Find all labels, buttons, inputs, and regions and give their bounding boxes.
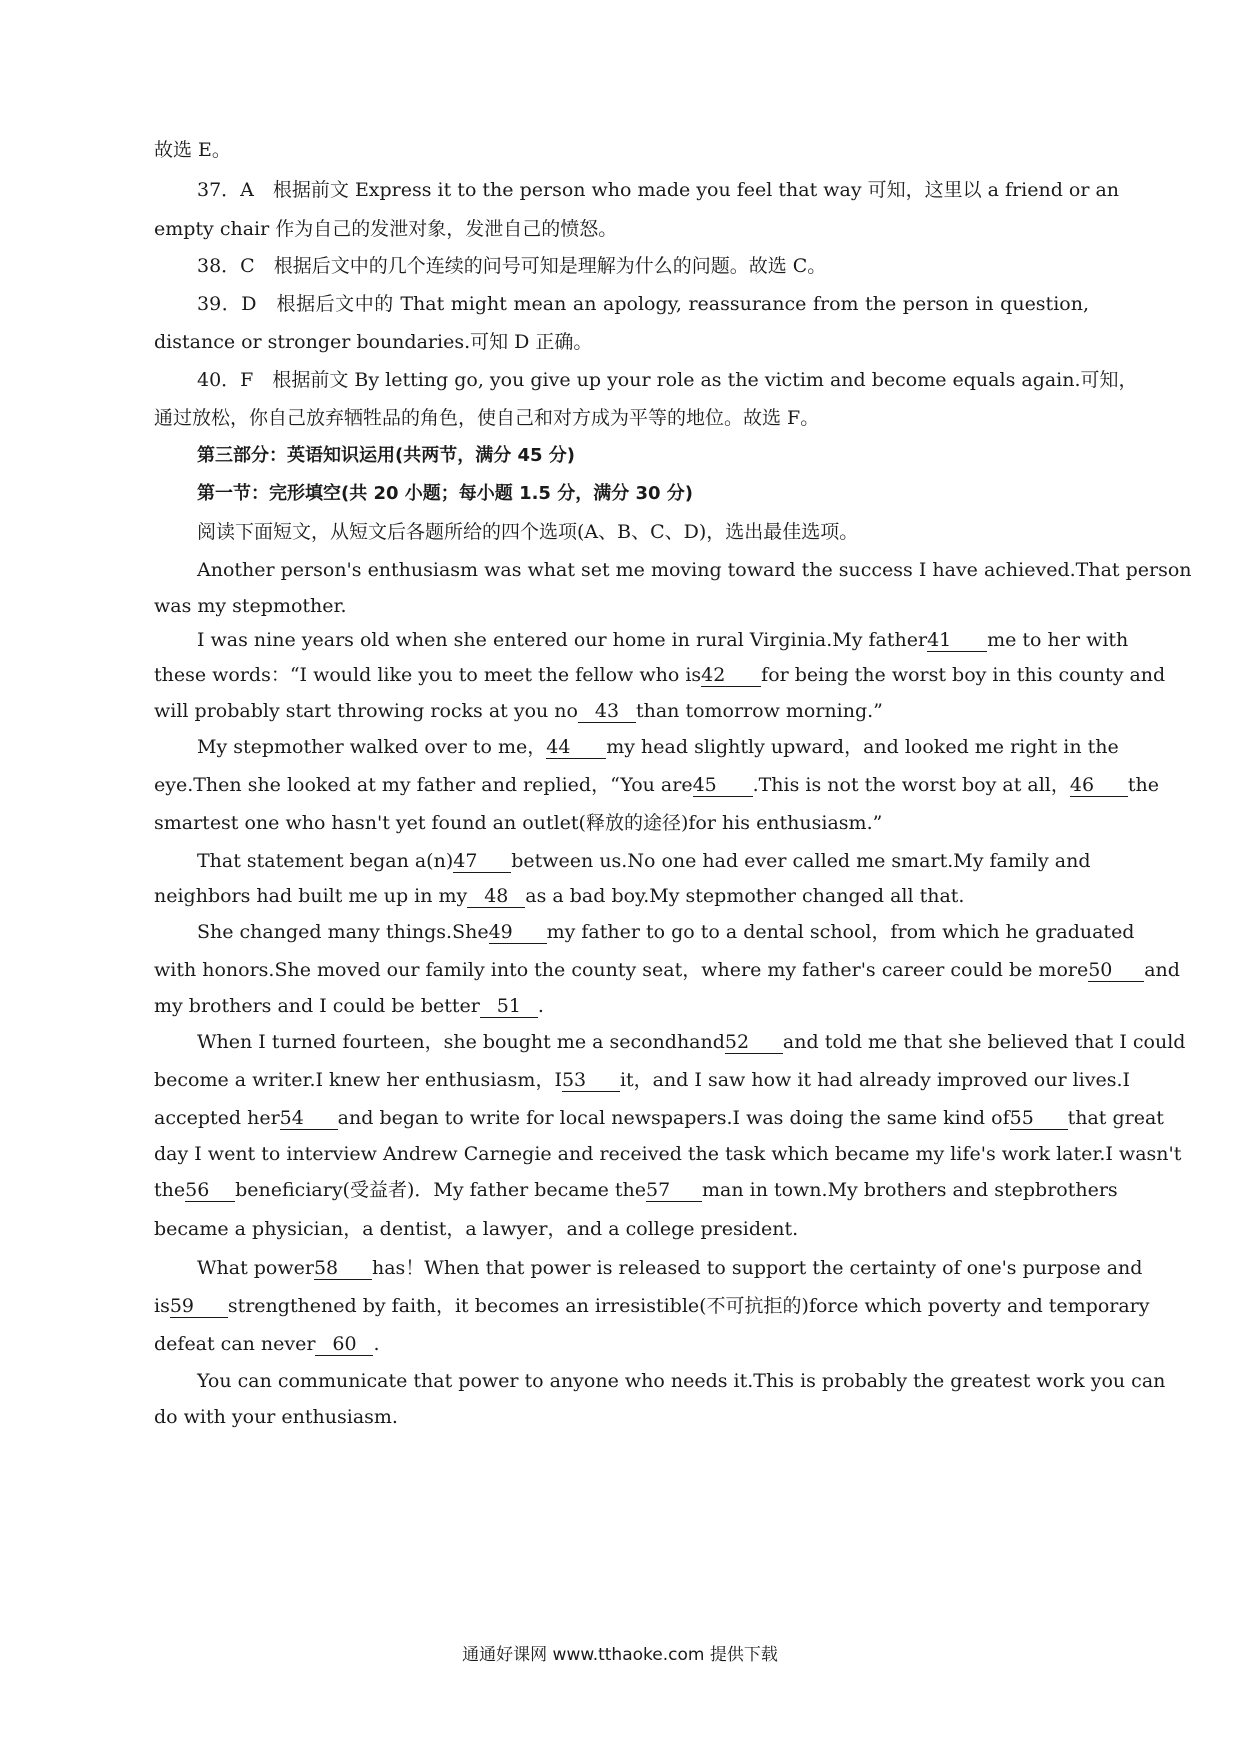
blank-59: 59	[170, 1295, 228, 1318]
answer-36-tail: 故选 E。	[154, 139, 231, 161]
answer-39-line1: 39．D 根据后文中的 That might mean an apology, reassurance from the person in question,	[197, 293, 1089, 315]
answer-40-line2: 通过放松，你自己放弃牺牲品的角色，使自己和对方成为平等的地位。故选 F。	[154, 407, 820, 429]
blank-42: 42	[701, 664, 761, 687]
passage-text: When I turned fourteen，she bought me a secondhand	[197, 1031, 725, 1053]
passage-text: that great	[1067, 1107, 1164, 1129]
passage-line: do with your enthusiasm.	[154, 1406, 398, 1428]
passage-line	[154, 1178, 1118, 1202]
passage-line	[154, 994, 544, 1018]
passage-text: and began to write for local newspapers.I was doing the same kind of	[337, 1107, 1010, 1129]
passage-text: My stepmother walked over to me，	[197, 736, 547, 758]
passage-text: it，and I saw how it had already improved our lives.I	[619, 1069, 1131, 1091]
passage-text: is	[154, 1295, 170, 1317]
blank-45: 45	[693, 774, 753, 797]
passage-line	[197, 920, 1135, 944]
passage-line: smartest one who hasn't yet found an outlet(释放的途径)for his enthusiasm.”	[154, 812, 883, 834]
passage-line	[197, 1030, 1186, 1054]
passage-line	[154, 884, 964, 908]
blank-60: 60	[315, 1333, 373, 1356]
blank-56: 56	[185, 1179, 235, 1202]
passage-text: beneficiary(受益者)．My father became the	[235, 1179, 646, 1201]
passage-line: was my stepmother.	[154, 595, 347, 617]
passage-line	[197, 735, 1119, 759]
blank-44: 44	[546, 736, 606, 759]
passage-line	[154, 773, 1159, 797]
page-footer: 通通好课网 www.tthaoke.com 提供下载	[462, 1645, 778, 1665]
passage-line: became a physician，a dentist，a lawyer，and a college president.	[154, 1218, 799, 1240]
passage-text: me to her with	[987, 629, 1129, 651]
passage-text: for being the worst boy in this county and	[761, 664, 1166, 686]
passage-text: than tomorrow morning.”	[635, 700, 883, 722]
section1-title: 第一节：完形填空(共 20 小题；每小题 1.5 分，满分 30 分)	[197, 483, 694, 504]
blank-49: 49	[489, 921, 547, 944]
blank-55: 55	[1010, 1107, 1068, 1130]
passage-text: .	[373, 1333, 380, 1355]
instruction: 阅读下面短文，从短文后各题所给的四个选项(A、B、C、D)，选出最佳选项。	[197, 521, 859, 543]
passage-text: the	[1127, 774, 1159, 796]
blank-58: 58	[314, 1257, 372, 1280]
blank-47: 47	[453, 850, 511, 873]
passage-line: Another person's enthusiasm was what set me moving toward the success I have achieved.That person	[197, 559, 1192, 581]
passage-text: has！When that power is released to support the certainty of one's purpose and	[371, 1257, 1143, 1279]
blank-48: 48	[467, 885, 525, 908]
answer-37-line2: empty chair 作为自己的发泄对象，发泄自己的愤怒。	[154, 218, 618, 240]
passage-line	[197, 628, 1129, 652]
passage-line: You can communicate that power to anyone who needs it.This is probably the greatest work you can	[197, 1370, 1166, 1392]
passage-line	[154, 1068, 1131, 1092]
blank-50: 50	[1088, 959, 1144, 982]
blank-41: 41	[927, 629, 987, 652]
passage-text: my father to go to a dental school，from which he graduated	[546, 921, 1135, 943]
answer-37-line1: 37．A 根据前文 Express it to the person who made you feel that way 可知，这里以 a friend or an	[197, 179, 1120, 201]
passage-text: my head slightly upward，and looked me right in the	[606, 736, 1119, 758]
answer-40-line1: 40．F 根据前文 By letting go, you give up your role as the victim and become equals again.可知，	[197, 369, 1138, 391]
passage-text: and told me that she believed that I could	[782, 1031, 1186, 1053]
passage-line	[154, 699, 883, 723]
passage-line	[197, 1256, 1143, 1280]
passage-line	[154, 1106, 1164, 1130]
passage-text: between us.No one had ever called me smart.My family and	[511, 850, 1091, 872]
passage-line	[154, 663, 1166, 687]
blank-46: 46	[1070, 774, 1128, 797]
passage-text: .This is not the worst boy at all，	[752, 774, 1070, 796]
blank-52: 52	[725, 1031, 783, 1054]
answer-38: 38．C 根据后文中的几个连续的问号可知是理解为什么的问题。故选 C。	[197, 255, 827, 277]
passage-text: these words：“I would like you to meet the fellow who is	[154, 664, 702, 686]
passage-text: She changed many things.She	[197, 921, 489, 943]
passage-text: accepted her	[154, 1107, 280, 1129]
passage-text: strengthened by faith，it becomes an irresistible(不可抗拒的)force which poverty and temporary	[227, 1295, 1150, 1317]
passage-text: as a bad boy.My stepmother changed all that.	[525, 885, 965, 907]
blank-57: 57	[646, 1179, 702, 1202]
passage-text: and	[1144, 959, 1180, 981]
passage-text: my brothers and I could be better	[154, 995, 480, 1017]
passage-text: That statement began a(n)	[197, 850, 454, 872]
answer-39-line2: distance or stronger boundaries.可知 D 正确。	[154, 331, 593, 353]
passage-text: with honors.She moved our family into the county seat，where my father's career could be more	[154, 959, 1089, 981]
passage-line	[197, 849, 1089, 873]
passage-text: neighbors had built me up in my	[154, 885, 468, 907]
passage-text: What power	[197, 1257, 314, 1279]
passage-line	[154, 1294, 1150, 1318]
blank-51: 51	[480, 995, 538, 1018]
blank-53: 53	[562, 1069, 620, 1092]
passage-text: I was nine years old when she entered our home in rural Virginia.My father	[197, 629, 928, 651]
passage-line: day I went to interview Andrew Carnegie and received the task which became my life's work later.I wasn't	[154, 1143, 1182, 1165]
blank-54: 54	[280, 1107, 338, 1130]
passage-text: the	[154, 1179, 186, 1201]
part3-title: 第三部分：英语知识运用(共两节，满分 45 分)	[197, 445, 576, 466]
passage-line	[154, 958, 1180, 982]
passage-text: eye.Then she looked at my father and replied，“You are	[154, 774, 693, 796]
passage-text: defeat can never	[154, 1333, 316, 1355]
passage-line	[154, 1332, 380, 1356]
passage-text: will probably start throwing rocks at you no	[154, 700, 578, 722]
passage-text: .	[537, 995, 544, 1017]
passage-text: man in town.My brothers and stepbrothers	[702, 1179, 1118, 1201]
passage-text: become a writer.I knew her enthusiasm，I	[154, 1069, 562, 1091]
blank-43: 43	[578, 700, 636, 723]
